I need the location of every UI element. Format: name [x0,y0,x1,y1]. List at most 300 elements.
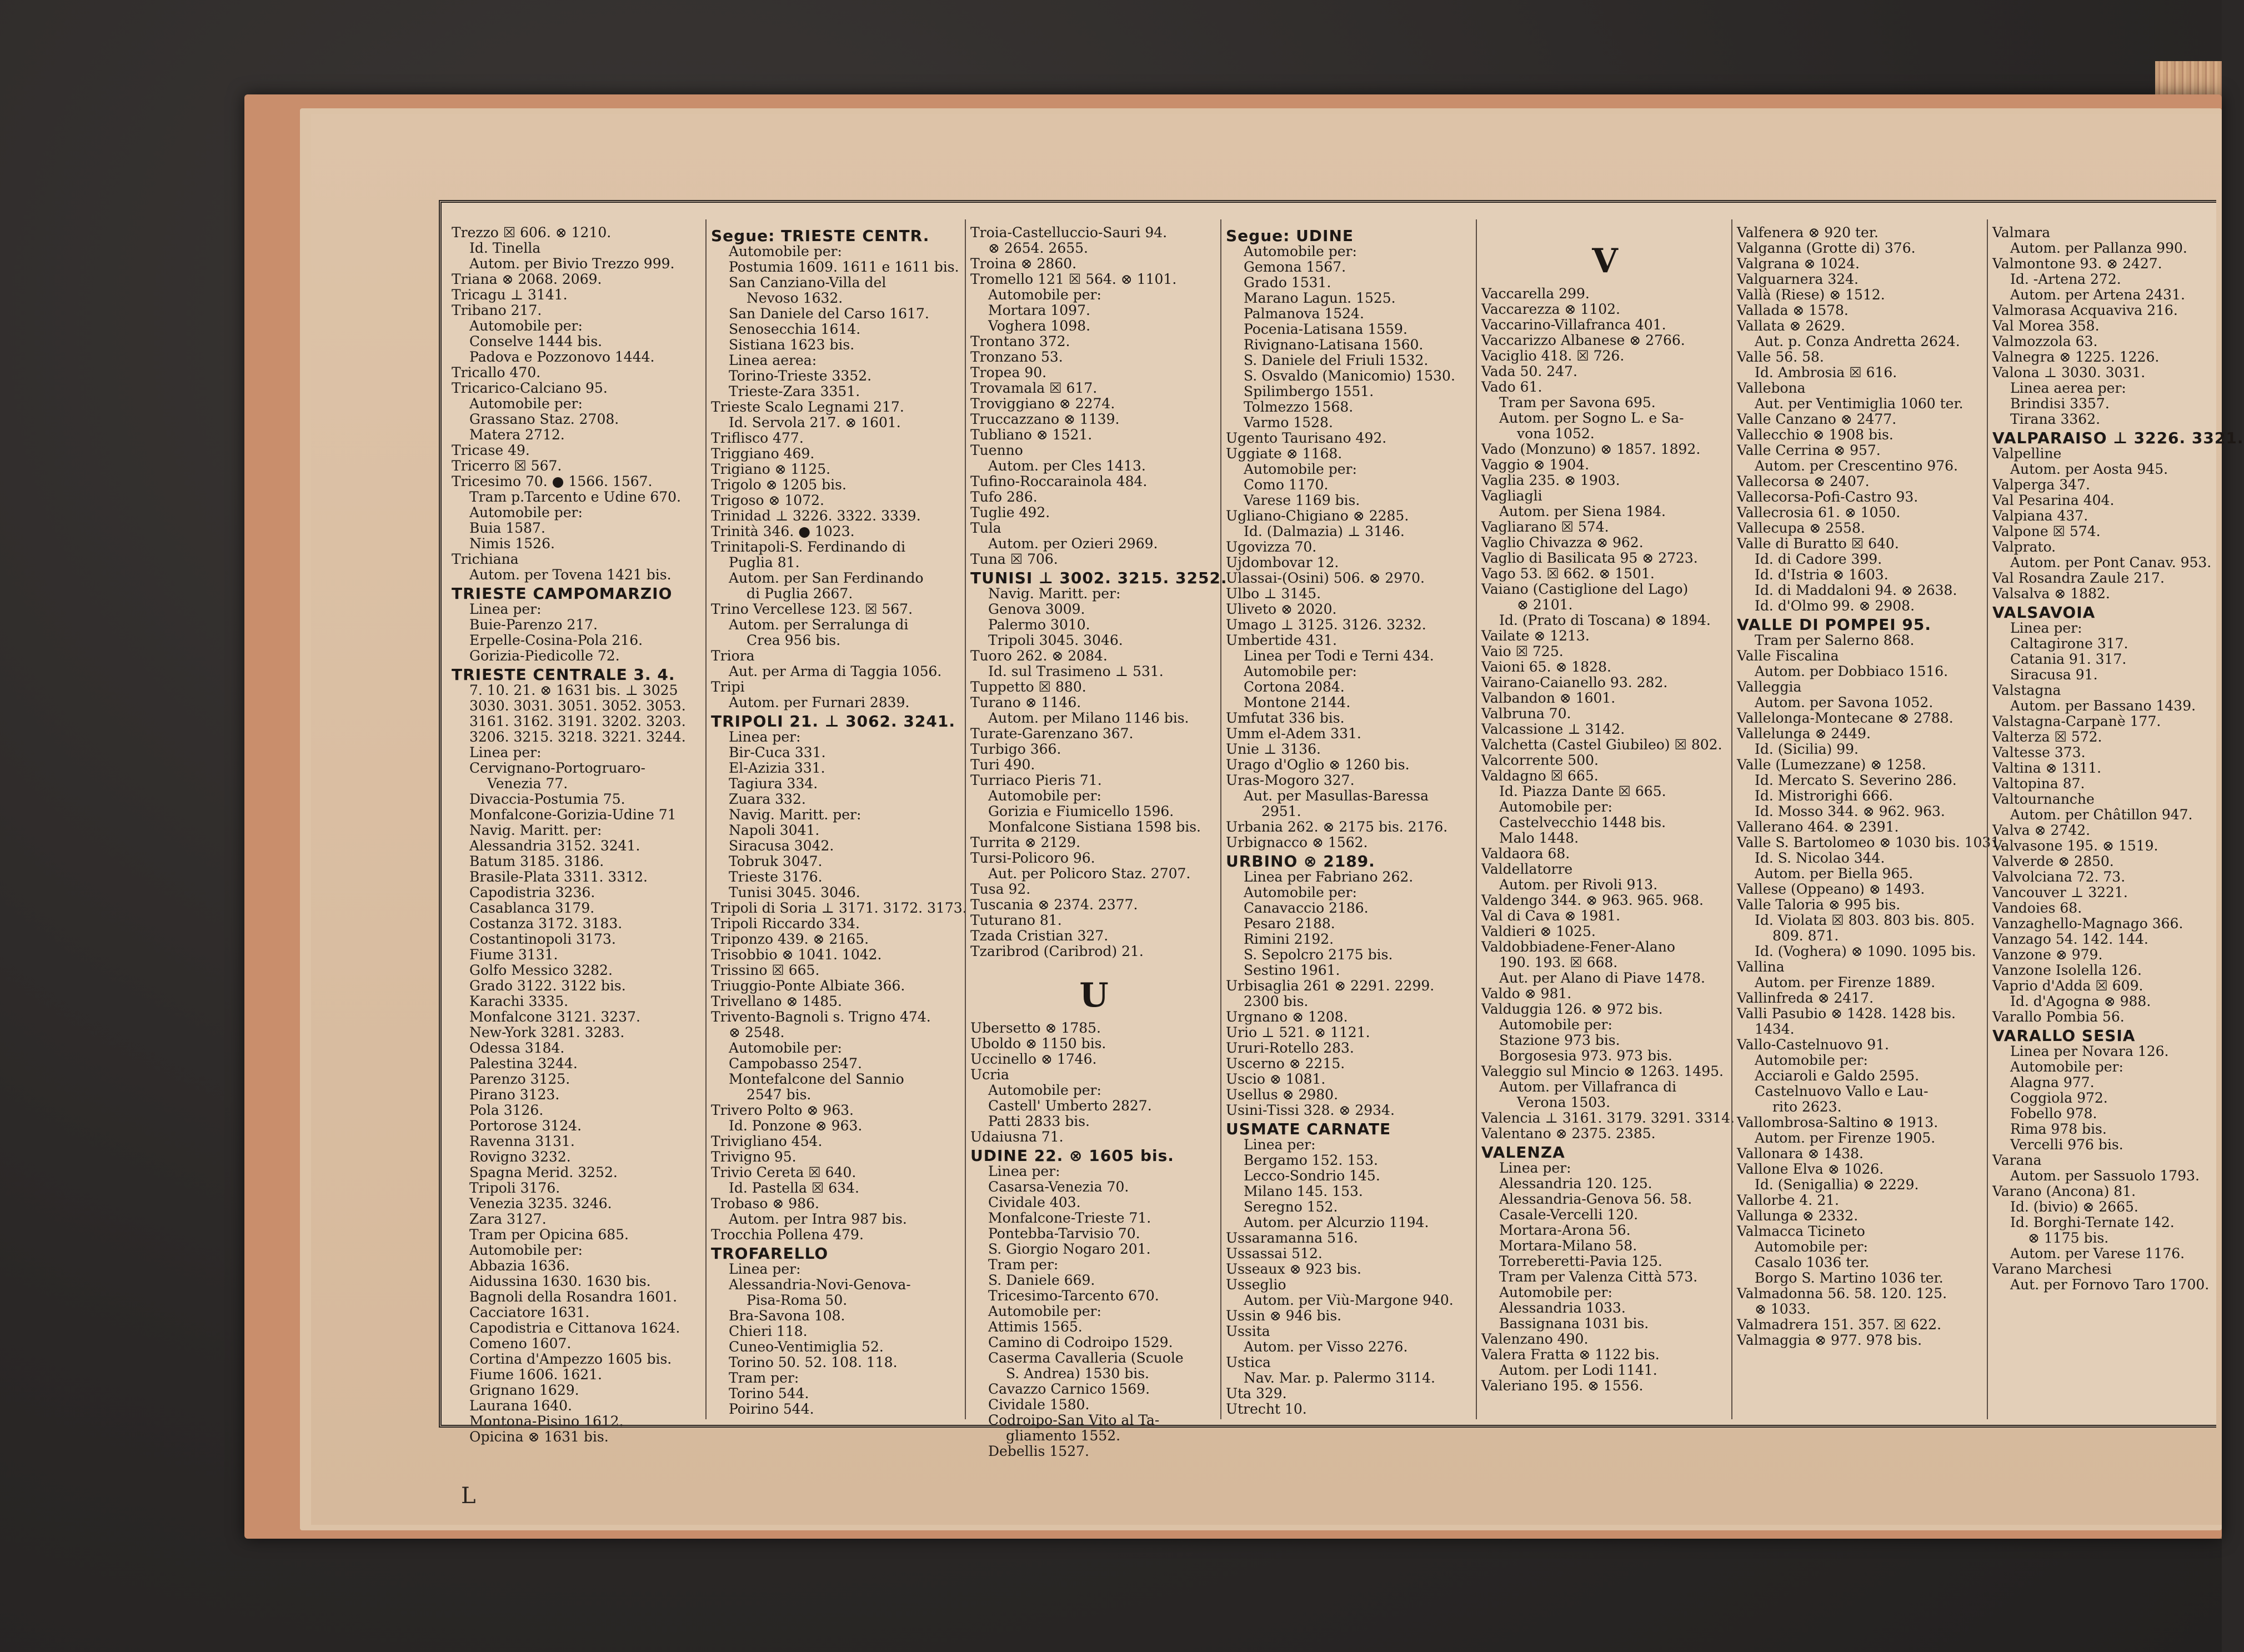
directory-entry: Triora [711,648,755,664]
directory-entry: Automobile per: [1244,243,1357,259]
directory-entry: Ucria [970,1067,1009,1083]
directory-entry: Lecco-Sondrio 145. [1244,1168,1380,1184]
directory-entry: Valguarnera 324. [1737,271,1859,287]
directory-entry: Golfo Messico 3282. [469,962,613,978]
directory-entry: Tram per: [988,1256,1059,1273]
directory-entry: Id. (bivio) ⊗ 2665. [2010,1199,2138,1215]
directory-entry: Cortina d'Ampezzo 1605 bis. [469,1351,672,1367]
directory-entry: Vanzone ⊗ 979. [1992,947,2103,963]
directory-entry: Genova 3009. [988,601,1085,617]
directory-entry: Autom. per Pallanza 990. [2010,240,2187,256]
directory-entry: Campobasso 2547. [729,1055,862,1072]
directory-entry: Trivigno 95. [711,1149,797,1165]
directory-entry: Tram per Savona 695. [1499,394,1656,411]
directory-entry: Trinitapoli-S. Ferdinando di [711,539,906,555]
page-footer-mark: L [461,1483,476,1509]
directory-entry: Vercelli 976 bis. [2010,1137,2123,1153]
column-divider [1987,219,1988,1419]
directory-entry: Caserma Cavalleria (Scuole [988,1350,1184,1366]
directory-entry: Napoli 3041. [729,822,820,838]
directory-entry: Linea per: [469,744,542,760]
directory-entry: Mortara-Milano 58. [1499,1238,1637,1254]
directory-entry: Valleggia [1737,679,1802,695]
directory-entry: Vallone Elva ⊗ 1026. [1737,1161,1884,1177]
directory-entry: Tripoli di Soria ⊥ 3171. 3172. 3173. [711,900,967,916]
directory-entry: Autom. per Châtillon 947. [2010,807,2193,823]
column-divider [1476,219,1477,1419]
directory-entry: Alessandria 1033. [1499,1300,1626,1316]
directory-entry: Valvolciana 72. 73. [1992,869,2126,885]
directory-entry: Valmozzola 63. [1992,333,2098,349]
directory-entry: Nimis 1526. [469,535,555,552]
directory-entry: Chieri 118. [729,1323,808,1339]
directory-entry: Valtesse 373. [1992,744,2086,760]
directory-entry: Automobile per: [1755,1239,1868,1255]
directory-entry: Id. Mosso 344. ⊗ 962. 963. [1755,803,1945,819]
directory-entry: Autom. per Sogno L. e Sa- [1499,410,1684,426]
directory-entry: Id. sul Trasimeno ⊥ 531. [988,663,1164,679]
directory-entry: Nevoso 1632. [747,290,843,306]
directory-entry: Rovigno 3232. [469,1149,571,1165]
directory-entry: Automobile per: [1244,461,1357,477]
directory-entry: Valstagna [1992,682,2061,698]
directory-entry: Usini-Tissi 328. ⊗ 2934. [1226,1102,1395,1118]
directory-entry: Pirano 3123. [469,1087,560,1103]
directory-entry: Automobile per: [469,318,583,334]
directory-entry: Trontano 372. [970,333,1070,349]
directory-entry: Turate-Garenzano 367. [970,725,1134,742]
directory-entry: Uscio ⊗ 1081. [1226,1071,1326,1087]
directory-heading: VALSAVOIA [1992,603,2096,622]
directory-entry: Montefalcone del Sannio [729,1071,904,1087]
directory-entry: Autom. per Cles 1413. [988,458,1146,474]
directory-entry: Valchetta (Castel Giubileo) ☒ 802. [1481,737,1722,753]
directory-entry: Grassano Staz. 2708. [469,411,619,427]
directory-entry: Venezia 77. [487,775,568,792]
directory-entry: Linea per: [469,601,542,617]
directory-entry: Vaccarella 299. [1481,286,1590,302]
directory-entry: Trovamala ☒ 617. [970,380,1098,396]
directory-entry: Tagiura 334. [729,775,818,792]
directory-entry: Autom. per Dobbiaco 1516. [1755,663,1949,679]
directory-entry: Valnegra ⊗ 1225. 1226. [1992,349,2160,365]
directory-entry: Castelvecchio 1448 bis. [1499,814,1666,830]
directory-entry: Valmontone 93. ⊗ 2427. [1992,256,2162,272]
directory-entry: Batum 3185. 3186. [469,853,604,869]
directory-entry: Capodistria e Cittanova 1624. [469,1320,680,1336]
directory-entry: Coggiola 972. [2010,1090,2108,1106]
directory-entry: 2300 bis. [1244,993,1309,1009]
directory-entry: Casalo 1036 ter. [1755,1254,1870,1270]
directory-entry: Siracusa 3042. [729,838,834,854]
directory-entry: Valtopina 87. [1992,775,2085,792]
directory-entry: Valduggia 126. ⊗ 972 bis. [1481,1001,1663,1017]
directory-entry: Bergamo 152. 153. [1244,1152,1379,1168]
directory-entry: Umago ⊥ 3125. 3126. 3232. [1226,617,1426,633]
directory-entry: Trinità 346. ● 1023. [711,523,855,539]
directory-entry: Valeriano 195. ⊗ 1556. [1481,1378,1644,1394]
directory-entry: Castell' Umberto 2827. [988,1098,1152,1114]
directory-entry: Vallinfreda ⊗ 2417. [1737,990,1874,1006]
directory-entry: Attimis 1565. [988,1319,1083,1335]
directory-entry: Vallonara ⊗ 1438. [1737,1145,1864,1162]
directory-entry: Costantinopoli 3173. [469,931,616,947]
directory-heading: TRIESTE CENTRALE 3. 4. [452,665,675,684]
directory-entry: Id. Ponzone ⊗ 963. [729,1118,863,1134]
directory-entry: Sestino 1961. [1244,962,1340,978]
directory-entry: Abbazia 1636. [469,1258,570,1274]
directory-entry: Bra-Savona 108. [729,1308,845,1324]
directory-entry: Autom. per Varese 1176. [2010,1245,2185,1261]
directory-entry: Valeggio sul Mincio ⊗ 1263. 1495. [1481,1063,1724,1079]
directory-entry: Usseglio [1226,1276,1286,1293]
directory-entry: Tuna ☒ 706. [970,551,1058,567]
directory-entry: Linea per: [1244,1137,1316,1153]
directory-entry: Automobile per: [2010,1059,2123,1075]
directory-entry: Tuoro 262. ⊗ 2084. [970,648,1108,664]
directory-entry: Urbania 262. ⊗ 2175 bis. 2176. [1226,819,1448,835]
directory-entry: Zara 3127. [469,1211,547,1227]
directory-entry: Valbruna 70. [1481,705,1571,722]
directory-entry: Autom. per Lodi 1141. [1499,1362,1657,1378]
directory-entry: Autom. per Artena 2431. [2010,287,2185,303]
directory-entry: Gorizia-Piedicolle 72. [469,648,620,664]
directory-entry: Vallecorsa-Pofi-Castro 93. [1737,489,1919,505]
directory-entry: 1434. [1755,1021,1795,1037]
directory-entry: Autom. per Alcurzio 1194. [1244,1214,1429,1230]
directory-entry: Linea per: [2010,620,2082,636]
directory-entry: Fiume 3131. [469,947,558,963]
directory-entry: Tribano 217. [452,302,542,318]
directory-entry: Como 1170. [1244,477,1329,493]
directory-heading: VALPARAISO ⊥ 3226. 3321. [1992,429,2244,447]
directory-entry: Tram per Salerno 868. [1755,632,1915,648]
directory-entry: Valmaggia ⊗ 977. 978 bis. [1737,1332,1922,1348]
directory-entry: Valcassione ⊥ 3142. [1481,721,1625,737]
directory-entry: Vaccarezza ⊗ 1102. [1481,301,1620,317]
directory-entry: Portorose 3124. [469,1118,582,1134]
directory-entry: Udaiusna 71. [970,1129,1064,1145]
directory-entry: Linea per: [729,1261,801,1277]
directory-entry: Brasile-Plata 3311. 3312. [469,869,648,885]
directory-entry: Id. Borghi-Ternate 142. [2010,1214,2175,1230]
directory-entry: Vagliarano ☒ 574. [1481,519,1609,535]
directory-entry: Valganna (Grotte di) 376. [1737,240,1916,256]
directory-entry: Palmanova 1524. [1244,306,1364,322]
directory-entry: Valtournanche [1992,791,2095,807]
directory-entry: Tufo 286. [970,489,1038,505]
directory-entry: 2547 bis. [747,1087,812,1103]
directory-entry: Navig. Maritt. per: [469,822,602,838]
directory-entry: Trieste-Zara 3351. [729,383,860,399]
directory-entry: Id. -Artena 272. [2010,271,2121,287]
directory-entry: Autom. per Pont Canav. 953. [2010,554,2212,570]
directory-entry: Triponzo 439. ⊗ 2165. [711,931,869,947]
directory-entry: Varana [1992,1152,2042,1168]
directory-entry: Vallorbe 4. 21. [1737,1192,1839,1208]
directory-entry: Valdieri ⊗ 1025. [1481,923,1596,939]
directory-entry: Triggiano 469. [711,445,815,462]
column-6 [1737,224,2005,1419]
directory-entry: Bassignana 1031 bis. [1499,1315,1649,1331]
directory-entry: Id. Mercato S. Severino 286. [1755,772,1957,788]
directory-entry: Vaccarino-Villafranca 401. [1481,317,1666,333]
section-letter: U [1079,976,1109,1015]
directory-entry: Id. S. Nicolao 344. [1755,850,1885,866]
directory-entry: Trichiana [452,551,519,567]
directory-entry: Valpelline [1992,445,2062,462]
directory-entry: Alessandria 3152. 3241. [469,838,640,854]
directory-entry: gliamento 1552. [1006,1428,1121,1444]
directory-entry: Trivigliano 454. [711,1133,823,1149]
directory-entry: Pisa-Roma 50. [747,1292,848,1308]
directory-entry: Valvasone 195. ⊗ 1519. [1992,838,2158,854]
directory-entry: Tripoli Riccardo 334. [711,915,860,932]
directory-entry: Ururi-Rotello 283. [1226,1040,1354,1056]
directory-entry: Cacciatore 1631. [469,1304,590,1320]
directory-entry: Id. di Cadore 399. [1755,551,1882,567]
directory-entry: Vado (Monzuno) ⊗ 1857. 1892. [1481,441,1701,457]
directory-entry: Tuppetto ☒ 880. [970,679,1086,695]
directory-entry: Automobile per: [1244,663,1357,679]
column-divider [1731,219,1732,1419]
directory-entry: Gemona 1567. [1244,259,1346,275]
directory-entry: Debellis 1527. [988,1443,1089,1459]
directory-entry: Tubliano ⊗ 1521. [970,427,1093,443]
directory-entry: Cividale 403. [988,1194,1081,1210]
directory-entry: Val di Cava ⊗ 1981. [1481,908,1621,924]
column-4 [1226,225,1473,1419]
directory-entry: Vada 50. 247. [1481,363,1577,379]
directory-entry: Tzada Cristian 327. [970,928,1109,944]
directory-entry: Vaglia 235. ⊗ 1903. [1481,472,1620,488]
directory-entry: Val Rosandra Zaule 217. [1992,570,2165,586]
directory-entry: Casarsa-Venezia 70. [988,1179,1129,1195]
directory-entry: Stazione 973 bis. [1499,1032,1620,1048]
directory-entry: Autom. per Firenze 1905. [1755,1130,1936,1146]
directory-entry: Valtina ⊗ 1311. [1992,760,2102,776]
directory-entry: Erpelle-Cosina-Pola 216. [469,632,643,648]
directory-entry: San Daniele del Carso 1617. [729,306,929,322]
directory-entry: Varano Marchesi [1992,1261,2112,1277]
directory-entry: Id. d'Istria ⊗ 1603. [1755,567,1889,583]
directory-entry: Cervignano-Portogruaro- [469,760,645,776]
directory-entry: Valva ⊗ 2742. [1992,822,2091,838]
directory-entry: Autom. per Rivoli 913. [1499,877,1658,893]
directory-entry: Autom. per Milano 1146 bis. [988,710,1189,726]
directory-entry: Conselve 1444 bis. [469,333,603,349]
directory-entry: Autom. per Ozieri 2969. [988,535,1158,552]
directory-entry: Vallelunga ⊗ 2449. [1737,725,1871,742]
directory-entry: Ulassai-(Osini) 506. ⊗ 2970. [1226,570,1425,586]
directory-entry: Divaccia-Postumia 75. [469,791,625,807]
directory-entry: Id. d'Agogna ⊗ 988. [2010,993,2151,1009]
directory-entry: Id. (Dalmazia) ⊥ 3146. [1244,523,1405,539]
section-letter: V [1592,242,1618,281]
directory-heading: TRIESTE CAMPOMARZIO [452,584,673,603]
directory-entry: Fobello 978. [2010,1105,2097,1122]
directory-entry: Ussita [1226,1323,1270,1339]
directory-entry: 3030. 3031. 3051. 3052. 3053. [469,698,686,714]
directory-entry: Autom. per Biella 965. [1755,865,1914,882]
directory-entry: Acciaroli e Galdo 2595. [1755,1068,1920,1084]
directory-entry: Valle Cerrina ⊗ 957. [1737,442,1881,458]
directory-entry: Automobile per: [1755,1052,1868,1068]
directory-entry: Casale-Vercelli 120. [1499,1207,1639,1223]
directory-entry: S. Giorgio Nogaro 201. [988,1241,1151,1257]
directory-entry: Trissino ☒ 665. [711,962,820,978]
directory-entry: Palermo 3010. [988,617,1090,633]
directory-entry: Tufino-Roccarainola 484. [970,473,1148,489]
directory-entry: Valmadrera 151. 357. ☒ 622. [1737,1316,1942,1333]
directory-entry: Casablanca 3179. [469,900,595,916]
directory-entry: Catania 91. 317. [2010,651,2127,667]
directory-entry: Vallada ⊗ 1578. [1737,302,1849,318]
column-3 [970,224,1228,1459]
directory-entry: Vanzone Isolella 126. [1992,962,2142,978]
directory-entry: Varese 1169 bis. [1244,492,1360,508]
directory-entry: Linea per: [988,1163,1060,1179]
directory-entry: Valle Fiscalina [1737,648,1839,664]
directory-entry: Automobile per: [988,287,1101,303]
directory-entry: Vagliagli [1481,488,1542,504]
directory-entry: Grado 1531. [1244,274,1331,291]
directory-entry: Trivio Cereta ☒ 640. [711,1164,856,1180]
directory-entry: Automobile per: [1244,884,1357,900]
directory-entry: Autom. per Bivio Trezzo 999. [469,256,675,272]
directory-entry: Autom. per San Ferdinando [729,570,924,586]
directory-entry: Autom. per Savona 1052. [1755,694,1934,710]
directory-entry: Autom. per Bassano 1439. [2010,698,2196,714]
directory-entry: Vancouver ⊥ 3221. [1992,884,2128,900]
directory-entry: Troia-Castelluccio-Sauri 94. [970,224,1168,241]
directory-entry: Automobile per: [988,1303,1101,1319]
directory-entry: Vaiano (Castiglione del Lago) [1481,581,1689,597]
directory-entry: Tursi-Policoro 96. [970,850,1095,866]
directory-entry: Valprato. [1992,539,2056,555]
directory-entry: Trobaso ⊗ 986. [711,1195,819,1212]
directory-entry: Tronzano 53. [970,349,1063,365]
directory-heading: Segue: TRIESTE CENTR. [711,227,930,245]
directory-entry: Turrita ⊗ 2129. [970,834,1081,850]
directory-entry: Uta 329. [1226,1385,1287,1401]
directory-entry: Aut. per Fornovo Taro 1700. [2010,1276,2210,1293]
directory-entry: Monfalcone 3121. 3237. [469,1009,640,1025]
directory-entry: Vandoies 68. [1992,900,2082,916]
directory-entry: Id. Pastella ☒ 634. [729,1180,859,1196]
directory-entry: Valsalva ⊗ 1882. [1992,585,2110,602]
directory-entry: Utrecht 10. [1226,1401,1307,1417]
directory-entry: Tropea 90. [970,364,1047,381]
directory-entry: Vaprio d'Adda ☒ 609. [1992,978,2143,994]
directory-entry: Valle di Buratto ☒ 640. [1737,535,1899,552]
directory-entry: Valmacca Ticineto [1737,1223,1865,1239]
directory-entry: Vallata ⊗ 2629. [1737,318,1845,334]
directory-entry: Valle (Lumezzane) ⊗ 1258. [1737,757,1926,773]
directory-entry: Vanzaghello-Magnago 366. [1992,915,2183,932]
directory-entry: Autom. per Sassuolo 1793. [2010,1168,2200,1184]
directory-entry: Vallese (Oppeano) ⊗ 1493. [1737,881,1925,897]
directory-entry: Torino 50. 52. 108. 118. [729,1354,898,1370]
column-7 [1992,224,2244,1419]
directory-entry: Tricerro ☒ 567. [452,458,562,474]
directory-entry: Automobile per: [988,1082,1101,1098]
directory-entry: Vaio ☒ 725. [1481,643,1564,659]
directory-entry: Vaglio di Basilicata 95 ⊗ 2723. [1481,550,1698,566]
directory-entry: Valona ⊥ 3030. 3031. [1992,364,2146,381]
directory-entry: Valentano ⊗ 2375. 2385. [1481,1125,1656,1142]
directory-entry: Vallecrosia 61. ⊗ 1050. [1737,504,1901,520]
directory-entry: Turbigo 366. [970,741,1061,757]
directory-entry: Tricallo 470. [452,364,541,381]
directory-entry: Trieste 3176. [729,869,823,885]
directory-entry: Triana ⊗ 2068. 2069. [452,271,602,287]
directory-entry: Autom. per Tovena 1421 bis. [469,567,672,583]
directory-entry: Troviggiano ⊗ 2274. [970,396,1115,412]
directory-entry: Automobile per: [988,788,1101,804]
directory-heading: USMATE CARNATE [1226,1120,1391,1138]
directory-entry: 3206. 3215. 3218. 3221. 3244. [469,729,686,745]
directory-entry: vona 1052. [1517,425,1595,442]
directory-entry: Turi 490. [970,757,1035,773]
directory-entry: Valterza ☒ 572. [1992,729,2102,745]
directory-entry: Tram per Valenza Città 573. [1499,1269,1698,1285]
directory-entry: Vairano-Caianello 93. 282. [1481,674,1668,690]
directory-entry: Rimini 2192. [1244,931,1334,947]
directory-entry: Valcorrente 500. [1481,752,1599,768]
directory-entry: ⊗ 2101. [1517,597,1573,613]
directory-entry: Turriaco Pieris 71. [970,772,1102,788]
directory-entry: Castelnuovo Vallo e Lau- [1755,1083,1929,1099]
directory-entry: Tirana 3362. [2010,411,2101,427]
directory-entry: Borgo S. Martino 1036 ter. [1755,1270,1944,1286]
directory-entry: Autom. per Aosta 945. [2010,461,2168,477]
directory-entry: Ustica [1226,1354,1271,1370]
directory-entry: Trinidad ⊥ 3226. 3322. 3339. [711,508,921,524]
directory-entry: Trigiano ⊗ 1125. [711,461,831,477]
directory-entry: Varano (Ancona) 81. [1992,1183,2136,1199]
directory-entry: Odessa 3184. [469,1040,565,1056]
directory-entry: Vaggio ⊗ 1904. [1481,457,1590,473]
directory-entry: Valle S. Bartolomeo ⊗ 1030 bis. 1031. [1737,834,2005,850]
directory-entry: Brindisi 3357. [2010,396,2110,412]
directory-entry: Ugovizza 70. [1226,539,1317,555]
directory-entry: di Puglia 2667. [747,585,853,602]
directory-entry: Valmadonna 56. 58. 120. 125. [1737,1285,1947,1301]
directory-entry: Urgnano ⊗ 1208. [1226,1009,1348,1025]
directory-entry: Mortara 1097. [988,302,1090,318]
directory-entry: Fiume 1606. 1621. [469,1366,602,1383]
directory-entry: Montona-Pisino 1612. [469,1413,624,1429]
directory-entry: Varmo 1528. [1244,414,1333,430]
directory-entry: Tram per: [729,1370,799,1386]
directory-entry: Vallerano 464. ⊗ 2391. [1737,819,1899,835]
directory-entry: 809. 871. [1772,928,1839,944]
directory-entry: Tram p.Tarcento e Udine 670. [469,489,681,505]
directory-entry: Tzaribrod (Caribrod) 21. [970,943,1144,959]
directory-entry: Automobile per: [729,1040,842,1056]
directory-entry: Buia 1587. [469,520,545,536]
directory-entry: Automobile per: [729,243,842,259]
directory-heading: TUNISI ⊥ 3002. 3215. 3252. [970,569,1228,587]
directory-entry: S. Andrea) 1530 bis. [1006,1365,1149,1381]
directory-entry: Navig. Maritt. per: [729,807,861,823]
directory-entry: Vailate ⊗ 1213. [1481,628,1590,644]
directory-entry: S. Daniele del Friuli 1532. [1244,352,1429,368]
directory-entry: Tuenno [970,442,1023,458]
directory-entry: Pocenia-Latisana 1559. [1244,321,1407,337]
directory-entry: Grado 3122. 3122 bis. [469,978,626,994]
